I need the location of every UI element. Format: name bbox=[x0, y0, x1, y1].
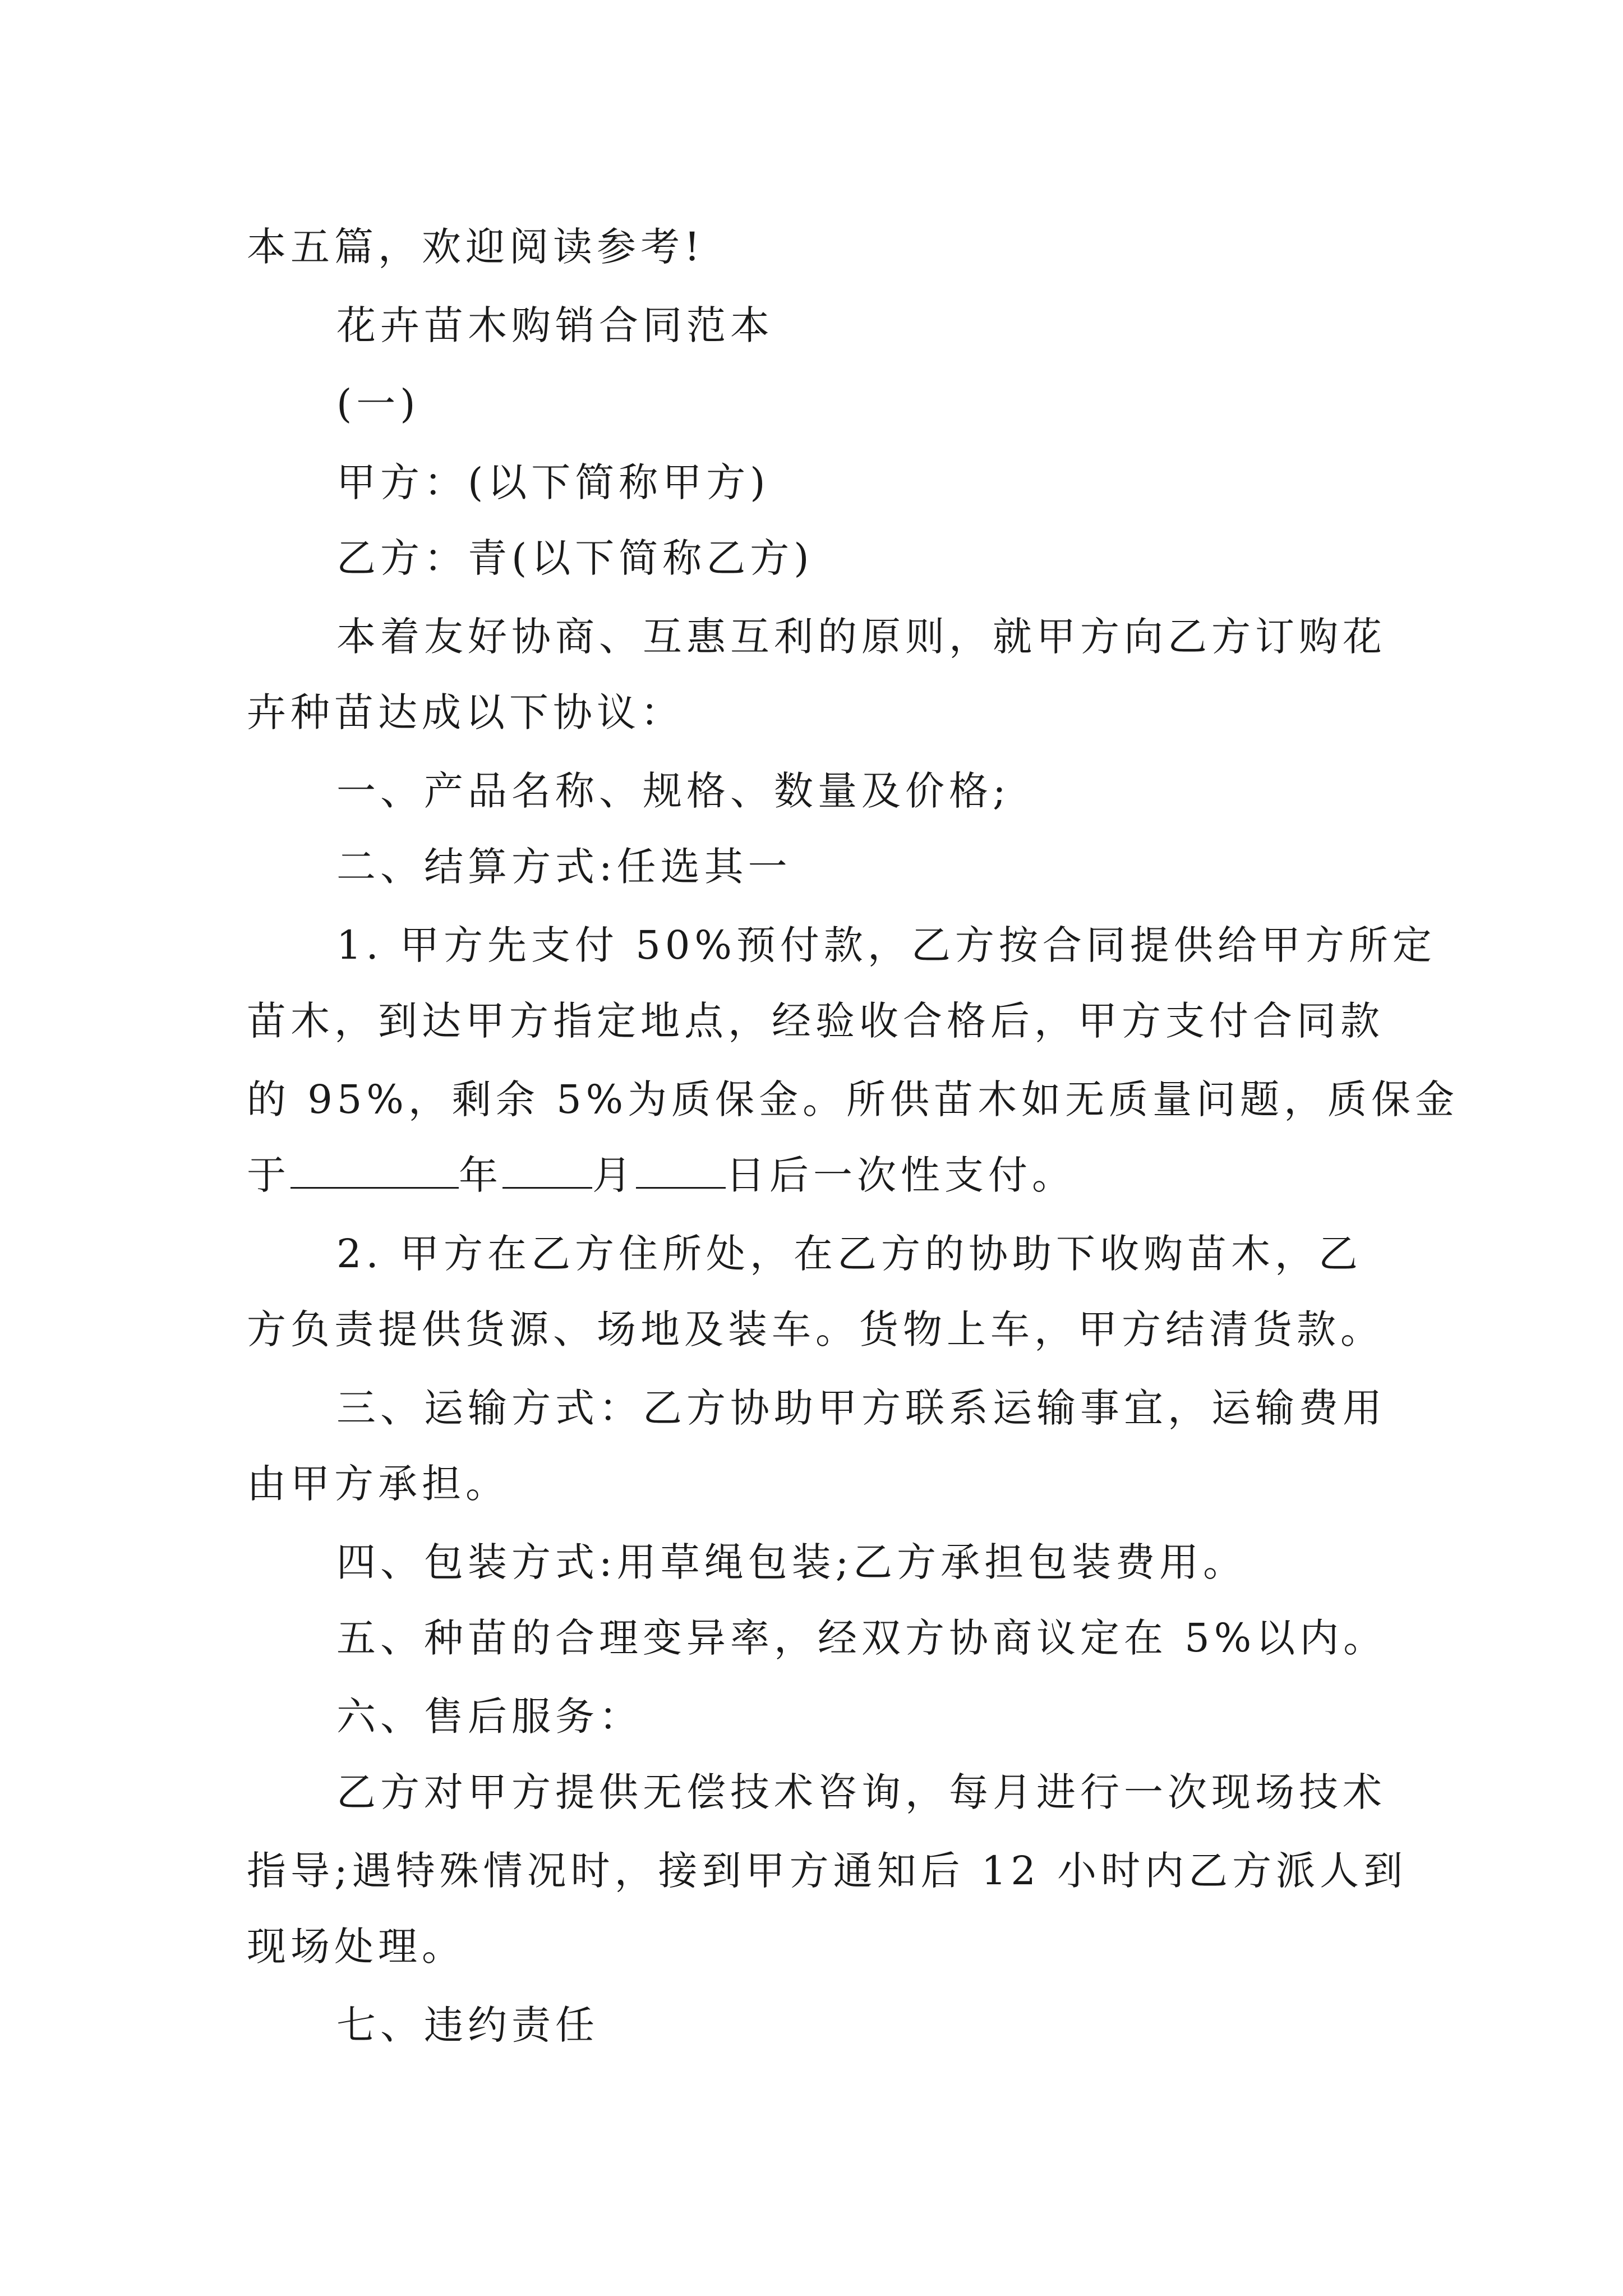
month-blank bbox=[502, 1152, 592, 1189]
paragraph-line: 指导;遇特殊情况时，接到甲方通知后 12 小时内乙方派人到 bbox=[247, 1848, 1408, 1894]
paragraph-line: 卉种苗达成以下协议： bbox=[247, 689, 684, 735]
section-number: (一) bbox=[336, 381, 420, 427]
clause-heading: 七、违约责任 bbox=[336, 2002, 599, 2048]
paragraph-line: 本着友好协商、互惠互利的原则，就甲方向乙方订购花 bbox=[336, 614, 1386, 660]
paragraph-line: 乙方对甲方提供无偿技术咨询，每月进行一次现场技术 bbox=[336, 1769, 1386, 1815]
month-label: 月 bbox=[592, 1152, 636, 1198]
year-blank bbox=[291, 1152, 459, 1189]
payment-date-line bbox=[247, 1147, 1076, 1203]
paragraph-line: 方负责提供货源、场地及装车。货物上车，甲方结清货款。 bbox=[247, 1306, 1384, 1352]
year-label: 年 bbox=[459, 1152, 502, 1198]
clause-heading: 一、产品名称、规格、数量及价格; bbox=[336, 768, 1011, 814]
clause-heading: 三、运输方式：乙方协助甲方联系运输事宜，运输费用 bbox=[336, 1385, 1386, 1431]
clause-heading: 六、售后服务： bbox=[336, 1694, 643, 1740]
clause-heading: 五、种苗的合理变异率，经双方协商议定在 5%以内。 bbox=[336, 1615, 1387, 1661]
paragraph-line: 本五篇，欢迎阅读参考! bbox=[247, 224, 705, 270]
paragraph-line: 由甲方承担。 bbox=[247, 1461, 509, 1507]
paragraph-line: 苗木，到达甲方指定地点，经验收合格后，甲方支付合同款 bbox=[247, 998, 1384, 1044]
day-blank bbox=[636, 1152, 726, 1189]
clause-heading: 四、包装方式:用草绳包装;乙方承担包装费用。 bbox=[336, 1539, 1247, 1585]
paragraph-line: 的 95%，剩余 5%为质保金。所供苗木如无质量问题，质保金 bbox=[247, 1076, 1459, 1122]
clause-heading: 二、结算方式:任选其一 bbox=[336, 844, 792, 890]
party-b-line: 乙方：青(以下简称乙方) bbox=[336, 535, 814, 581]
date-suffix: 日后一次性支付。 bbox=[726, 1152, 1076, 1198]
paragraph-line: 现场处理。 bbox=[247, 1924, 465, 1970]
document-title: 花卉苗木购销合同范本 bbox=[336, 302, 774, 348]
date-prefix: 于 bbox=[247, 1152, 291, 1198]
party-a-line: 甲方：(以下简称甲方) bbox=[336, 459, 770, 505]
paragraph-line: 2. 甲方在乙方住所处，在乙方的协助下收购苗木，乙 bbox=[336, 1231, 1363, 1277]
paragraph-line: 1. 甲方先支付 50%预付款，乙方按合同提供给甲方所定 bbox=[336, 922, 1436, 968]
